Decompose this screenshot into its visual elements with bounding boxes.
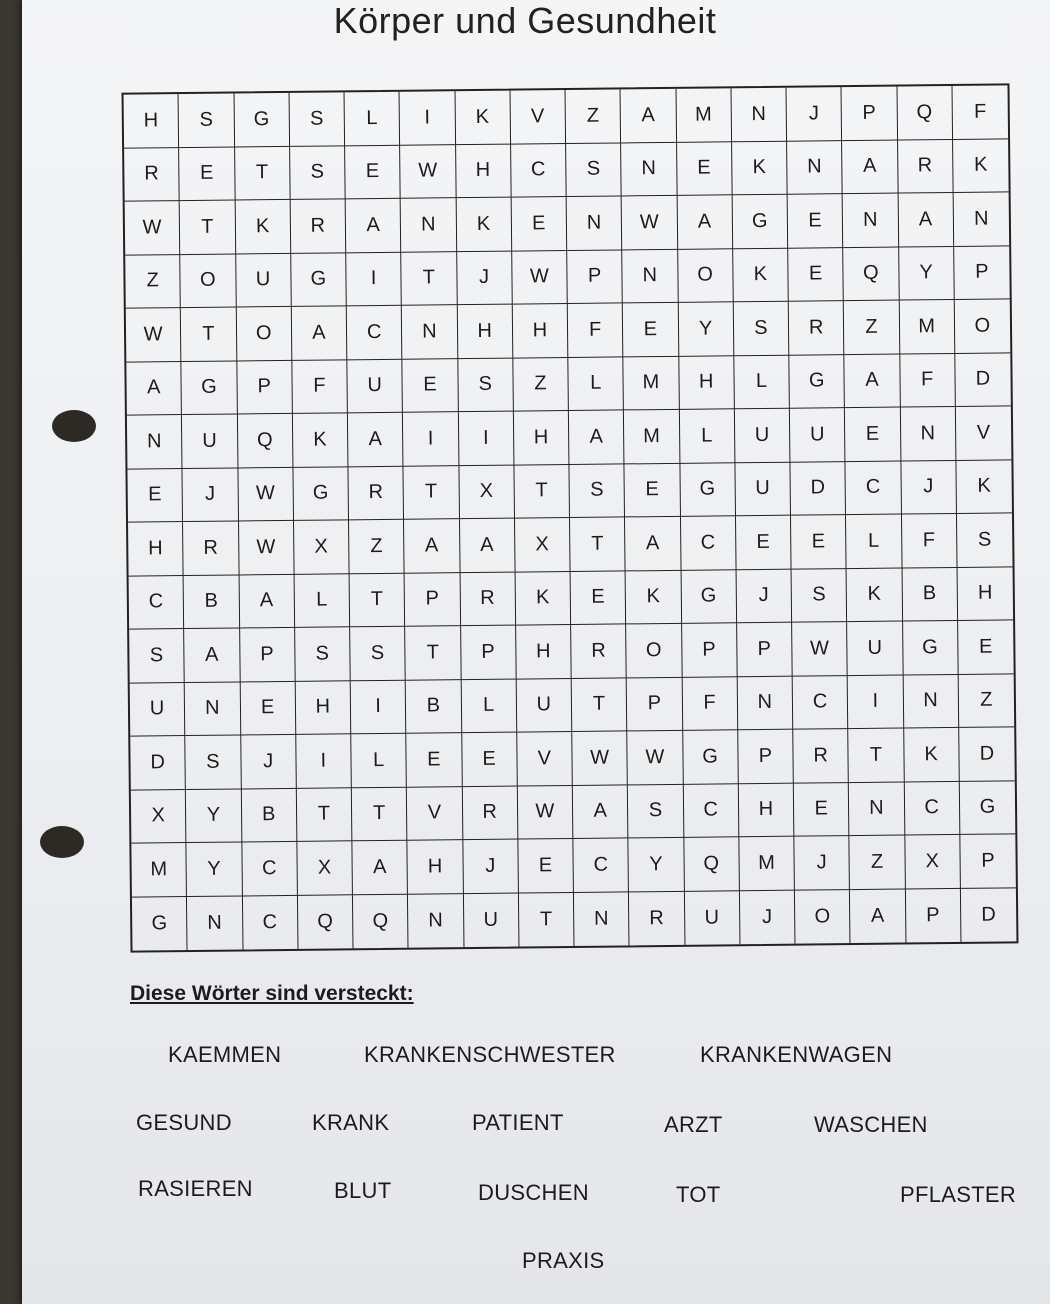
grid-cell: F bbox=[682, 677, 738, 731]
grid-cell: C bbox=[846, 461, 902, 515]
grid-cell: I bbox=[351, 680, 407, 734]
grid-cell: Y bbox=[186, 789, 242, 843]
grid-cell: P bbox=[567, 250, 623, 304]
grid-cell: C bbox=[511, 144, 567, 198]
grid-cell: S bbox=[792, 569, 848, 623]
grid-cell: R bbox=[290, 199, 346, 253]
grid-cell: M bbox=[676, 88, 732, 142]
grid-cell: C bbox=[793, 676, 849, 730]
grid-cell: R bbox=[462, 786, 518, 840]
grid-cell: P bbox=[405, 573, 461, 627]
grid-cell: K bbox=[515, 571, 571, 625]
grid-cell: L bbox=[461, 679, 517, 733]
grid-cell: Z bbox=[349, 520, 405, 574]
grid-cell: A bbox=[352, 841, 408, 895]
grid-cell: Q bbox=[684, 837, 740, 891]
grid-cell: H bbox=[514, 411, 570, 465]
grid-cell: T bbox=[848, 729, 904, 783]
grid-cell: G bbox=[680, 463, 736, 517]
grid-cell: N bbox=[787, 141, 843, 195]
word-item: WASCHEN bbox=[814, 1112, 928, 1137]
grid-cell: E bbox=[788, 248, 844, 302]
grid-cell: E bbox=[736, 516, 792, 570]
grid-cell: Z bbox=[850, 836, 906, 890]
grid-cell: O bbox=[626, 624, 682, 678]
word-item: RASIEREN bbox=[138, 1176, 253, 1201]
grid-cell: W bbox=[125, 201, 181, 255]
grid-cell: I bbox=[458, 412, 514, 466]
grid-cell: J bbox=[183, 468, 239, 522]
grid-cell: L bbox=[734, 355, 790, 409]
grid-cell: X bbox=[515, 518, 571, 572]
grid-cell: O bbox=[236, 307, 292, 361]
grid-cell: W bbox=[627, 731, 683, 785]
word-item: KRANKENWAGEN bbox=[700, 1042, 893, 1067]
grid-cell: E bbox=[511, 197, 567, 251]
grid-cell: S bbox=[290, 146, 346, 200]
grid-cell: N bbox=[843, 194, 899, 248]
grid-cell: K bbox=[904, 728, 960, 782]
grid-cell: V bbox=[407, 787, 463, 841]
grid-cell: T bbox=[180, 200, 236, 254]
grid-cell: N bbox=[900, 407, 956, 461]
grid-cell: N bbox=[402, 305, 458, 359]
grid-cell: N bbox=[185, 682, 241, 736]
grid-cell: U bbox=[684, 891, 740, 945]
grid-cell: V bbox=[510, 90, 566, 144]
grid-cell: E bbox=[179, 147, 235, 201]
grid-cell: G bbox=[681, 570, 737, 624]
grid-cell: Q bbox=[237, 414, 293, 468]
grid-cell: P bbox=[682, 623, 738, 677]
grid-cell: J bbox=[901, 460, 957, 514]
grid-cell: N bbox=[187, 896, 243, 950]
grid-cell: H bbox=[679, 356, 735, 410]
grid-cell: X bbox=[294, 520, 350, 574]
grid-cell: U bbox=[182, 414, 238, 468]
grid-cell: T bbox=[572, 678, 628, 732]
grid-cell: K bbox=[293, 413, 349, 467]
grid-cell: R bbox=[898, 139, 954, 193]
grid-cell: M bbox=[739, 837, 795, 891]
grid-cell: U bbox=[130, 683, 186, 737]
grid-cell: N bbox=[849, 782, 905, 836]
grid-cell: U bbox=[347, 359, 403, 413]
grid-cell: A bbox=[677, 195, 733, 249]
grid-cell: Q bbox=[843, 247, 899, 301]
grid-cell: N bbox=[953, 192, 1009, 246]
grid-cell: H bbox=[295, 681, 351, 735]
grid-cell: R bbox=[629, 891, 685, 945]
grid-cell: W bbox=[238, 467, 294, 521]
grid-cell: L bbox=[345, 92, 401, 146]
grid-cell: E bbox=[345, 145, 401, 199]
grid-cell: G bbox=[789, 355, 845, 409]
grid-cell: N bbox=[401, 198, 457, 252]
grid-cell: S bbox=[129, 629, 185, 683]
grid-cell: F bbox=[900, 353, 956, 407]
grid-cell: E bbox=[788, 194, 844, 248]
grid-cell: C bbox=[129, 576, 185, 630]
grid-cell: P bbox=[461, 626, 517, 680]
word-item: PRAXIS bbox=[522, 1248, 605, 1273]
grid-cell: G bbox=[234, 93, 290, 147]
grid-cell: S bbox=[295, 627, 351, 681]
word-item: ARZT bbox=[664, 1112, 723, 1137]
grid-cell: S bbox=[186, 735, 242, 789]
grid-cell: G bbox=[291, 253, 347, 307]
grid-cell: A bbox=[621, 89, 677, 143]
grid-cell: J bbox=[241, 735, 297, 789]
grid-cell: G bbox=[293, 467, 349, 521]
grid-cell: Q bbox=[353, 894, 409, 948]
grid-cell: Z bbox=[513, 358, 569, 412]
grid-cell: O bbox=[795, 890, 851, 944]
grid-cell: T bbox=[350, 573, 406, 627]
word-item: GESUND bbox=[136, 1110, 232, 1135]
grid-cell: W bbox=[512, 251, 568, 305]
punch-hole bbox=[40, 826, 84, 858]
grid-cell: T bbox=[297, 788, 353, 842]
grid-cell: T bbox=[235, 146, 291, 200]
grid-cell: I bbox=[346, 252, 402, 306]
grid-cell: U bbox=[463, 893, 519, 947]
grid-cell: C bbox=[242, 895, 298, 949]
grid-cell: R bbox=[124, 148, 180, 202]
grid-cell: Y bbox=[187, 842, 243, 896]
grid-cell: H bbox=[739, 783, 795, 837]
grid-cell: O bbox=[180, 254, 236, 308]
word-item: DUSCHEN bbox=[478, 1180, 589, 1205]
grid-cell: E bbox=[403, 359, 459, 413]
grid-cell: M bbox=[131, 843, 187, 897]
grid-cell: U bbox=[847, 622, 903, 676]
grid-cell: G bbox=[182, 361, 238, 415]
grid-cell: A bbox=[126, 362, 182, 416]
grid-cell: R bbox=[793, 729, 849, 783]
grid-cell: A bbox=[460, 519, 516, 573]
punch-hole bbox=[52, 410, 96, 442]
grid-cell: A bbox=[850, 889, 906, 943]
grid-cell: E bbox=[240, 681, 296, 735]
grid-cell: Y bbox=[629, 838, 685, 892]
grid-cell: M bbox=[624, 356, 680, 410]
grid-cell: C bbox=[347, 306, 403, 360]
grid-cell: Y bbox=[678, 302, 734, 356]
grid-cell: H bbox=[513, 304, 569, 358]
grid-cell: S bbox=[957, 513, 1013, 567]
grid-cell: C bbox=[904, 781, 960, 835]
grid-cell: H bbox=[408, 840, 464, 894]
grid-cell: E bbox=[462, 733, 518, 787]
grid-cell: S bbox=[569, 464, 625, 518]
grid-cell: K bbox=[733, 248, 789, 302]
grid-cell: I bbox=[403, 412, 459, 466]
grid-cell: A bbox=[239, 574, 295, 628]
grid-cell: T bbox=[352, 787, 408, 841]
grid-cell: B bbox=[406, 680, 462, 734]
grid-cell: A bbox=[292, 306, 348, 360]
grid-cell: M bbox=[899, 300, 955, 354]
grid-cell: F bbox=[901, 514, 957, 568]
grid-cell: Y bbox=[899, 246, 955, 300]
grid-cell: K bbox=[953, 139, 1009, 193]
grid-cell: E bbox=[623, 303, 679, 357]
grid-cell: N bbox=[903, 674, 959, 728]
grid-cell: A bbox=[842, 140, 898, 194]
grid-cell: P bbox=[737, 623, 793, 677]
grid-cell: S bbox=[458, 358, 514, 412]
grid-cell: F bbox=[292, 360, 348, 414]
grid-cell: X bbox=[905, 835, 961, 889]
grid-cell: P bbox=[842, 87, 898, 141]
word-item: PATIENT bbox=[472, 1110, 564, 1135]
grid-cell: F bbox=[952, 85, 1008, 139]
grid-cell: T bbox=[570, 517, 626, 571]
grid-cell: T bbox=[405, 626, 461, 680]
grid-cell: I bbox=[296, 734, 352, 788]
grid-cell: K bbox=[956, 460, 1012, 514]
grid-cell: N bbox=[574, 892, 630, 946]
grid-cell: A bbox=[898, 193, 954, 247]
grid-cell: H bbox=[516, 625, 572, 679]
grid-cell: H bbox=[457, 305, 513, 359]
grid-cell: A bbox=[845, 354, 901, 408]
grid-cell: W bbox=[400, 145, 456, 199]
grid-cell: E bbox=[794, 783, 850, 837]
grid-cell: P bbox=[954, 246, 1010, 300]
word-item: PFLASTER bbox=[900, 1182, 1017, 1207]
grid-cell: E bbox=[625, 463, 681, 517]
grid-cell: K bbox=[847, 568, 903, 622]
grid-cell: L bbox=[679, 409, 735, 463]
grid-cell: T bbox=[514, 465, 570, 519]
grid-cell: Z bbox=[958, 674, 1014, 728]
grid-cell: T bbox=[181, 307, 237, 361]
page-title: Körper und Gesundheit bbox=[333, 0, 717, 41]
grid-cell: P bbox=[905, 888, 961, 942]
grid-cell: S bbox=[289, 92, 345, 146]
word-item: KRANKENSCHWESTER bbox=[364, 1042, 616, 1067]
grid-cell: Z bbox=[566, 89, 622, 143]
grid-cell: C bbox=[242, 842, 298, 896]
grid-cell: A bbox=[404, 519, 460, 573]
grid-cell: M bbox=[624, 410, 680, 464]
grid-cell: H bbox=[128, 522, 184, 576]
grid-cell: N bbox=[731, 88, 787, 142]
grid-cell: D bbox=[130, 736, 186, 790]
grid-cell: S bbox=[566, 143, 622, 197]
grid-cell: Q bbox=[897, 86, 953, 140]
grid-cell: B bbox=[241, 788, 297, 842]
grid-cell: A bbox=[184, 628, 240, 682]
grid-cell: A bbox=[346, 199, 402, 253]
grid-cell: S bbox=[628, 784, 684, 838]
grid-cell: N bbox=[621, 142, 677, 196]
grid-cell: G bbox=[132, 897, 188, 951]
grid-cell: N bbox=[737, 676, 793, 730]
grid-cell: X bbox=[131, 790, 187, 844]
grid-cell: R bbox=[183, 521, 239, 575]
grid-cell: R bbox=[348, 466, 404, 520]
grid-cell: J bbox=[740, 890, 796, 944]
grid-cell: F bbox=[568, 303, 624, 357]
grid-cell: E bbox=[677, 142, 733, 196]
grid-cell: H bbox=[456, 144, 512, 198]
grid-cell: W bbox=[239, 521, 295, 575]
grid-cell: O bbox=[678, 249, 734, 303]
grid-cell: W bbox=[572, 731, 628, 785]
grid-cell: B bbox=[902, 567, 958, 621]
grid-cell: J bbox=[736, 569, 792, 623]
grid-cell: S bbox=[733, 302, 789, 356]
grid-cell: J bbox=[787, 87, 843, 141]
grid-cell: E bbox=[958, 620, 1014, 674]
grid-cell: V bbox=[956, 406, 1012, 460]
grid-cell: E bbox=[571, 571, 627, 625]
grid-cell: K bbox=[732, 141, 788, 195]
grid-cell: G bbox=[732, 195, 788, 249]
word-item: BLUT bbox=[334, 1178, 392, 1203]
grid-cell: C bbox=[680, 516, 736, 570]
grid-cell: K bbox=[456, 198, 512, 252]
grid-cell: I bbox=[848, 675, 904, 729]
grid-cell: A bbox=[625, 517, 681, 571]
grid-cell: W bbox=[792, 622, 848, 676]
grid-cell: P bbox=[240, 628, 296, 682]
grid-cell: A bbox=[569, 410, 625, 464]
grid-cell: W bbox=[126, 308, 182, 362]
grid-cell: C bbox=[573, 838, 629, 892]
grid-cell: W bbox=[622, 196, 678, 250]
grid-cell: D bbox=[955, 353, 1011, 407]
grid-cell: T bbox=[401, 252, 457, 306]
grid-cell: E bbox=[518, 839, 574, 893]
grid-cell: I bbox=[400, 91, 456, 145]
grid-cell: L bbox=[294, 574, 350, 628]
grid-cell: R bbox=[789, 301, 845, 355]
word-item: TOT bbox=[676, 1182, 721, 1207]
grid-cell: U bbox=[735, 462, 791, 516]
grid-cell: A bbox=[573, 785, 629, 839]
grid-cell: E bbox=[845, 408, 901, 462]
grid-cell: L bbox=[846, 515, 902, 569]
grid-cell: L bbox=[568, 357, 624, 411]
grid-cell: U bbox=[236, 253, 292, 307]
grid-cell: K bbox=[235, 200, 291, 254]
grid-cell: S bbox=[350, 627, 406, 681]
grid-cell: H bbox=[124, 94, 180, 148]
grid-cell: C bbox=[683, 784, 739, 838]
grid-cell: P bbox=[738, 730, 794, 784]
grid-cell: A bbox=[348, 413, 404, 467]
grid-cell: K bbox=[455, 91, 511, 145]
grid-cell: G bbox=[683, 730, 739, 784]
grid-cell: Z bbox=[125, 255, 181, 309]
grid-cell: R bbox=[460, 572, 516, 626]
grid-cell: T bbox=[519, 892, 575, 946]
grid-cell: H bbox=[957, 567, 1013, 621]
grid-cell: W bbox=[518, 785, 574, 839]
grid-cell: E bbox=[791, 515, 847, 569]
grid-cell: J bbox=[457, 251, 513, 305]
grid-cell: E bbox=[407, 733, 463, 787]
grid-cell: J bbox=[794, 836, 850, 890]
grid-cell: N bbox=[567, 196, 623, 250]
grid-cell: O bbox=[954, 299, 1010, 353]
grid-cell: N bbox=[127, 415, 183, 469]
grid-cell: R bbox=[571, 624, 627, 678]
grid-cell: L bbox=[351, 734, 407, 788]
grid-cell: N bbox=[622, 249, 678, 303]
grid-cell: D bbox=[959, 727, 1015, 781]
grid-cell: T bbox=[404, 466, 460, 520]
grid-cell: Z bbox=[844, 301, 900, 355]
grid-cell: S bbox=[179, 93, 235, 147]
grid-cell: P bbox=[627, 677, 683, 731]
grid-cell: E bbox=[127, 469, 183, 523]
grid-cell: P bbox=[237, 360, 293, 414]
grid-cell: G bbox=[960, 781, 1016, 835]
grid-cell: X bbox=[297, 841, 353, 895]
grid-cell: U bbox=[516, 678, 572, 732]
grid-cell: U bbox=[735, 409, 791, 463]
word-item: KAEMMEN bbox=[168, 1042, 282, 1067]
grid-cell: D bbox=[981, 903, 996, 926]
grid-cell: P bbox=[960, 834, 1016, 888]
grid-cell: K bbox=[626, 570, 682, 624]
grid-cell: Q bbox=[298, 895, 354, 949]
grid-cell: U bbox=[790, 408, 846, 462]
grid-cell: X bbox=[459, 465, 515, 519]
grid-cell: D bbox=[790, 462, 846, 516]
word-search-grid bbox=[122, 83, 1019, 952]
grid-cell: V bbox=[517, 732, 573, 786]
word-list-heading: Diese Wörter sind versteckt: bbox=[130, 982, 414, 1005]
grid-cell: B bbox=[184, 575, 240, 629]
grid-cell: G bbox=[903, 621, 959, 675]
grid-cell: J bbox=[463, 840, 519, 894]
word-item: KRANK bbox=[312, 1110, 390, 1135]
grid-cell: N bbox=[408, 894, 464, 948]
